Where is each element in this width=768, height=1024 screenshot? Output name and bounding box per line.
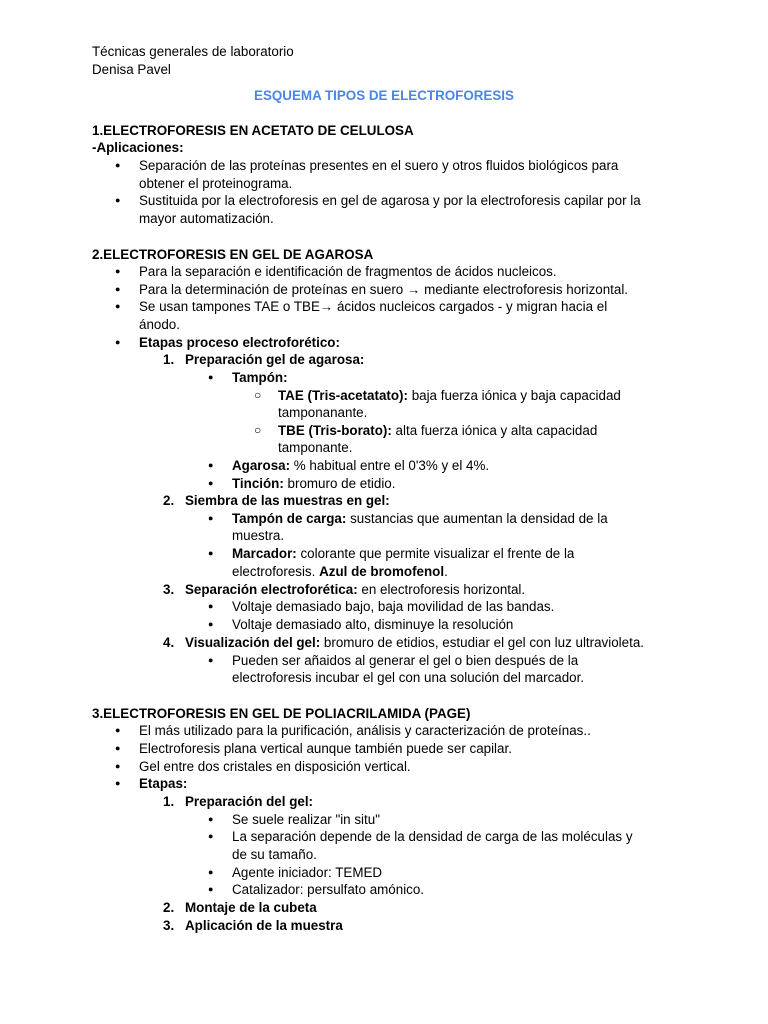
list-item-continuation: ánodo.: [139, 317, 180, 332]
step-number: 3.: [163, 582, 175, 597]
list-item: ● Para la determinación de proteínas en suero → mediante electroforesis horizontal.: [139, 281, 628, 299]
list-item: [232, 510, 608, 528]
step-title: Preparación del gel:: [185, 794, 313, 809]
list-item: ● Pueden ser añaidos al generar el gel o bien después de la: [232, 652, 578, 670]
sub-list-item: [278, 422, 597, 440]
list-item: ● Voltaje demasiado bajo, baja movilidad de las bandas.: [232, 598, 554, 616]
list-item: ● Electroforesis plana vertical aunque también puede ser capilar.: [139, 740, 512, 758]
step-title: Siembra de las muestras en gel:: [185, 493, 390, 508]
list-item: ● Se usan tampones TAE o TBE→ ácidos nucleicos cargados - y migran hacia el: [139, 298, 607, 316]
list-item: ● Separación de las proteínas presentes en el suero y otros fluidos biológicos para: [139, 157, 618, 175]
section-2-heading: 2.ELECTROFORESIS EN GEL DE AGAROSA: [92, 247, 374, 262]
step-title: Aplicación de la muestra: [185, 918, 343, 933]
list-item-continuation: electroforesis incubar el gel con una solución del marcador.: [232, 670, 585, 685]
definition: bromuro de etidios, estudiar el gel con luz ultravioleta.: [320, 635, 644, 650]
stages-label: ● Etapas proceso electroforético:: [139, 334, 340, 352]
definition: colorante que permite visualizar el frente de la: [296, 546, 575, 561]
list-item: ● Catalizador: persulfato amónico.: [232, 881, 424, 899]
list-item-continuation: de su tamaño.: [232, 847, 317, 862]
term: Separación electroforética:: [185, 582, 358, 597]
list-item: ● Se suele realizar "in situ": [232, 811, 380, 829]
term: TAE (Tris-acetatato):: [278, 388, 408, 403]
sub-list-item-continuation: tamponante.: [278, 440, 353, 455]
section-3-heading: 3.ELECTROFORESIS EN GEL DE POLIACRILAMIDA (PAGE): [92, 706, 471, 721]
definition: alta fuerza iónica y alta capacidad: [391, 423, 598, 438]
term: TBE (Tris-borato):: [278, 423, 392, 438]
document-title: ESQUEMA TIPOS DE ELECTROFORESIS: [254, 88, 514, 103]
list-item: ● Tampón:: [232, 369, 288, 387]
author-name: Denisa Pavel: [92, 62, 171, 77]
step-number: 2.: [163, 493, 175, 508]
list-item: [232, 545, 574, 563]
sub-list-item: [278, 387, 621, 405]
list-item: ● El más utilizado para la purificación, análisis y caracterización de proteínas..: [139, 722, 591, 740]
list-item-continuation: mayor automatización.: [139, 211, 274, 226]
definition: % habitual entre el 0'3% y el 4%.: [290, 458, 490, 473]
list-item-continuation: obtener el proteinograma.: [139, 176, 293, 191]
section-1-heading: 1.ELECTROFORESIS EN ACETATO DE CELULOSA: [92, 123, 414, 138]
step-number: 2.: [163, 900, 175, 915]
step-number: 3.: [163, 918, 175, 933]
list-item: ● La separación depende de la densidad de carga de las moléculas y: [232, 828, 633, 846]
stages-label: ● Etapas:: [139, 775, 187, 793]
step-number: 4.: [163, 635, 175, 650]
applications-label: -Aplicaciones:: [92, 140, 184, 155]
step-title: Montaje de la cubeta: [185, 900, 317, 915]
definition: bromuro de etidio.: [283, 476, 396, 491]
term: Azul de bromofenol: [319, 564, 445, 579]
step-title: [185, 581, 525, 599]
list-item: ● Agente iniciador: TEMED: [232, 864, 382, 882]
text: electroforesis.: [232, 564, 320, 579]
list-item: ● Para la separación e identificación de fragmentos de ácidos nucleicos.: [139, 263, 557, 281]
term: Visualización del gel:: [185, 635, 321, 650]
list-item: [232, 457, 489, 475]
step-number: 1.: [163, 794, 175, 809]
step-title: [185, 634, 644, 652]
step-number: 1.: [163, 352, 175, 367]
list-item-continuation: [232, 563, 448, 581]
term: Tinción:: [232, 476, 284, 491]
text: .: [444, 564, 448, 579]
term: Tampón de carga:: [232, 511, 347, 526]
list-item-continuation: muestra.: [232, 528, 285, 543]
list-item: ● Gel entre dos cristales en disposición vertical.: [139, 758, 411, 776]
definition: baja fuerza iónica y baja capacidad: [407, 388, 621, 403]
definition: sustancias que aumentan la densidad de la: [346, 511, 608, 526]
term: Agarosa:: [232, 458, 291, 473]
step-title: Preparación gel de agarosa:: [185, 352, 365, 367]
sub-list-item-continuation: tamponanante.: [278, 405, 368, 420]
list-item: ● Voltaje demasiado alto, disminuye la resolución: [232, 616, 513, 634]
term: Marcador:: [232, 546, 297, 561]
course-name: Técnicas generales de laboratorio: [92, 44, 294, 59]
definition: en electroforesis horizontal.: [357, 582, 526, 597]
list-item: ● Sustituida por la electroforesis en gel de agarosa y por la electroforesis capilar por la: [139, 192, 641, 210]
list-item: [232, 475, 395, 493]
